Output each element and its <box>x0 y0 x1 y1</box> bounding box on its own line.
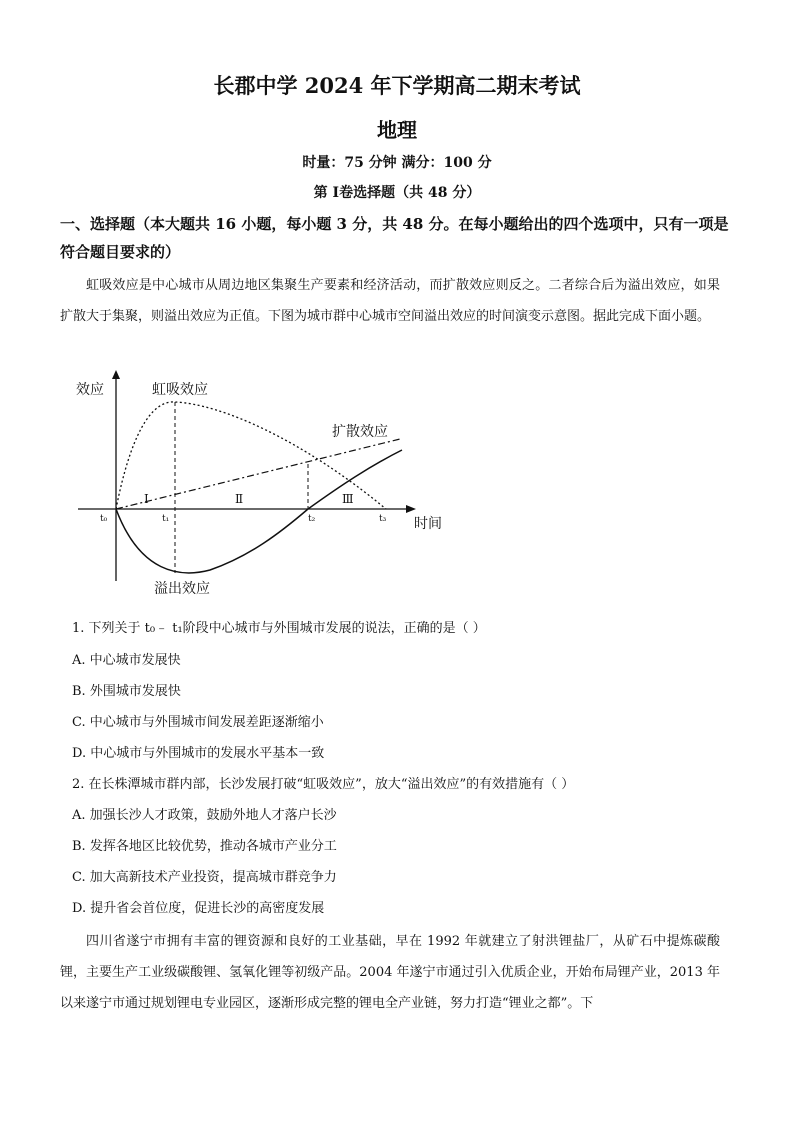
t3-label: t₃ <box>379 514 387 524</box>
exam-title: 长郡中学 2024 年下学期高二期末考试 <box>213 73 581 98</box>
diffusion-effect-line <box>116 439 400 509</box>
question-1-option-b[interactable]: B. 外围城市发展快 <box>72 684 181 699</box>
question-1-stem: 1. 下列关于 t₀﹣ t₁阶段中心城市与外围城市发展的说法，正确的是（ ） <box>72 621 486 636</box>
spillover-effect-curve <box>116 450 402 573</box>
time-score-line: 时量：75 分钟 满分：100 分 <box>302 155 492 171</box>
t2-label: t₂ <box>308 514 316 524</box>
passage-2: 四川省遂宁市拥有丰富的锂资源和良好的工业基础，早在 1992 年就建立了射洪锂盐厂，从矿石中提炼碳酸锂，主要生产工业级碳酸锂、氢氧化锂等初级产品。2004 年遂宁市通过引入优质企业，开始布局锂产业，2013 年以来遂宁市通过规划锂电专业园区，逐渐形成完整的锂电全产业链，努力打造“锂业之都”。下 <box>60 934 720 1011</box>
section-heading: 一、选择题（本大题共 16 小题，每小题 3 分，共 48 分。在每小题给出的四个选项中，只有一项是符合题目要求的） <box>60 215 729 261</box>
t1-label: t₁ <box>162 514 170 524</box>
x-axis-label: 时间 <box>414 516 442 532</box>
stage-1-label: Ⅰ <box>144 492 149 506</box>
question-2-option-a[interactable]: A. 加强长沙人才政策，鼓励外地人才落户长沙 <box>72 808 337 823</box>
stage-2-label: Ⅱ <box>235 492 244 506</box>
question-2-stem: 2. 在长株潭城市群内部，长沙发展打破“虹吸效应”，放大“溢出效应”的有效措施有（ ） <box>72 777 575 792</box>
y-axis-label: 效应 <box>76 382 104 398</box>
y-axis-arrow <box>112 370 120 379</box>
question-2-option-c[interactable]: C. 加大高新技术产业投资，提高城市群竞争力 <box>72 870 337 885</box>
question-1-option-a[interactable]: A. 中心城市发展快 <box>72 653 181 668</box>
diffusion-effect-label: 扩散效应 <box>332 424 388 440</box>
x-axis-arrow <box>406 505 416 513</box>
part-heading: 第 Ⅰ卷选择题（共 48 分） <box>313 185 481 201</box>
question-2-option-b[interactable]: B. 发挥各地区比较优势，推动各城市产业分工 <box>72 839 337 854</box>
spillover-effect-figure <box>70 368 460 598</box>
question-1-option-c[interactable]: C. 中心城市与外围城市间发展差距逐渐缩小 <box>72 715 324 730</box>
question-1-option-d[interactable]: D. 中心城市与外围城市的发展水平基本一致 <box>72 746 325 761</box>
t0-label: t₀ <box>100 514 108 524</box>
subject-title: 地理 <box>377 118 417 142</box>
stage-3-label: Ⅲ <box>342 492 354 506</box>
question-2-option-d[interactable]: D. 提升省会首位度，促进长沙的高密度发展 <box>72 901 325 916</box>
passage-1: 虹吸效应是中心城市从周边地区集聚生产要素和经济活动，而扩散效应则反之。二者综合后为溢出效应，如果扩散大于集聚，则溢出效应为正值。下图为城市群中心城市空间溢出效应的时间演变示意图。据此完成下面小题。 <box>60 278 720 324</box>
siphon-effect-label: 虹吸效应 <box>152 382 208 398</box>
spillover-effect-label: 溢出效应 <box>154 581 210 597</box>
